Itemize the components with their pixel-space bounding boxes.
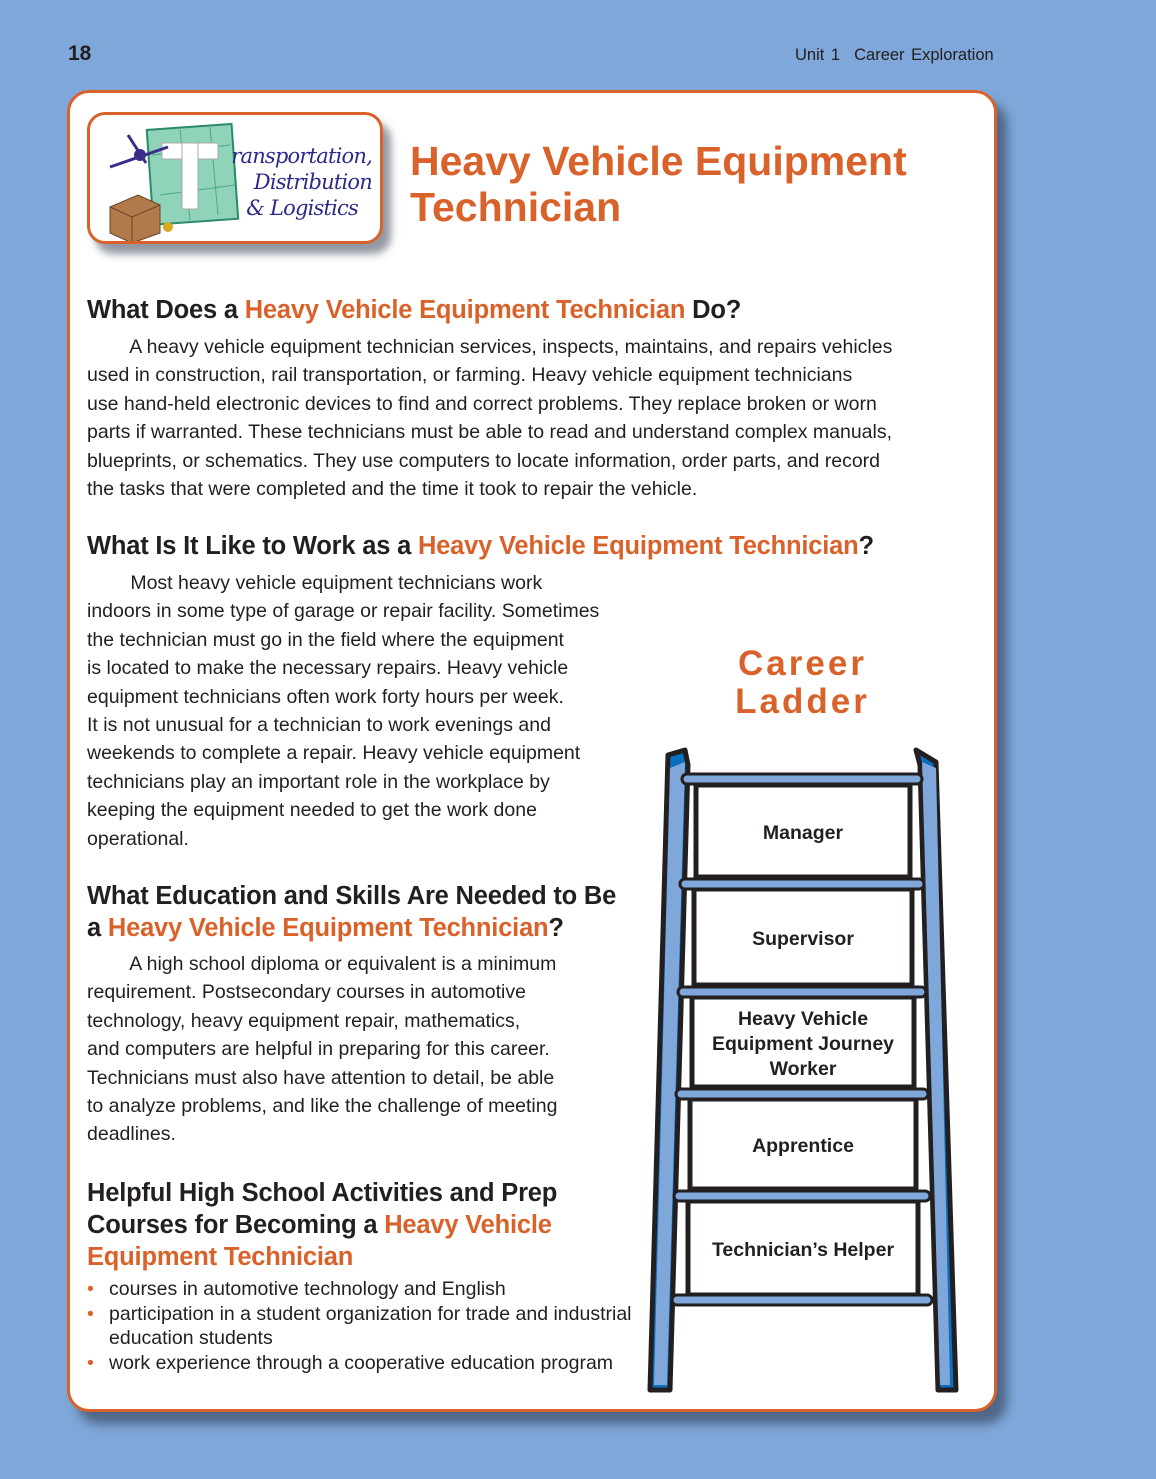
page-title: Heavy Vehicle Equipment Technician [410,138,907,230]
ladder-rung [674,1191,930,1201]
section-label: Career Exploration [854,46,994,64]
career-ladder-title: Career Ladder [735,644,870,721]
running-header [795,46,994,65]
heading-highlight: Heavy Vehicle Equipment Technician [417,532,859,560]
heading-text: Helpful High School Activities and Prep Courses for Becoming a [87,1179,558,1239]
heading-text: What Does a [87,296,245,324]
ladder-rung-journey-worker: Heavy Vehicle Equipment Journey Worker [711,1007,895,1080]
ladder-rung [676,1089,928,1099]
unit-label: Unit 1 [795,46,841,64]
heading-highlight: Heavy Vehicle Equipment Technician [107,914,549,942]
logo-line: & Logistics [246,196,358,220]
section-body-education: A high school diploma or equivalent is a minimum requirement. Postsecondary courses in automotive technology, heavy equipment repair, mathematics, and computers are helpful in preparing for this career. Technicians must also have attention to detail, be able to analyze problems, and like the challenge of meeting deadlines. [87,953,558,1146]
heading-highlight: Heavy Vehicle Equipment Technician [244,296,686,324]
list-item: • courses in automotive technology and English [87,1277,632,1302]
ladder-rung-manager: Manager [762,821,844,844]
heading-text: What Is It Like to Work as a [87,532,418,560]
ladder-rung-apprentice: Apprentice [752,1134,854,1157]
section-body-duties: A heavy vehicle equipment technician services, inspects, maintains, and repairs vehicles used in construction, rail transportation, or farming. Heavy vehicle equipment technicians use hand-held electronic devices to find and correct problems. They replace broken or worn parts if warranted. These technicians must be able to read and understand complex manuals, blueprints, or schematics. They use computers to locate information, order parts, and record the tasks that were completed and the time it took to repair the vehicle. [87,336,893,501]
ladder-rung [682,774,922,784]
heading-text: ? [858,532,874,560]
ladder-rung [678,987,926,997]
heading-text: What Education and Skills Are Needed to Be a [87,882,617,942]
ladder-rung-supervisor: Supervisor [752,927,854,950]
section-heading-activities [87,1177,557,1273]
list-item: • participation in a student organization for trade and industrial education students [87,1302,632,1351]
section-heading-education [87,880,616,944]
section-body-work: Most heavy vehicle equipment technicians work indoors in some type of garage or repair facility. Sometimes the technician must go in the field where the equipment is located to make the necessary repairs. Heavy vehicle equipment technicians often work forty hours per week. It is not unusual for a technician to work evenings and weekends to complete a repair. Heavy vehicle equipment technicians play an important role in the workplace by keeping the equipment needed to get the work done operational. [87,572,600,850]
heading-text: Do? [685,296,742,324]
heading-highlight: Heavy Vehicle Equipment Technician [87,1211,552,1271]
ladder-rung-helper: Technician’s Helper [711,1238,895,1261]
logo-line: ransportation, [231,144,372,168]
activities-list [87,1277,632,1375]
heading-text: ? [548,914,564,942]
section-heading-work [87,530,874,562]
logo-line: Distribution [253,170,372,194]
page-number: 18 [68,42,92,65]
section-heading-duties [87,294,741,326]
logo-text [210,143,372,221]
list-item: • work experience through a cooperative education program [87,1351,632,1376]
cluster-logo [87,112,383,244]
ladder-rung [680,879,924,889]
